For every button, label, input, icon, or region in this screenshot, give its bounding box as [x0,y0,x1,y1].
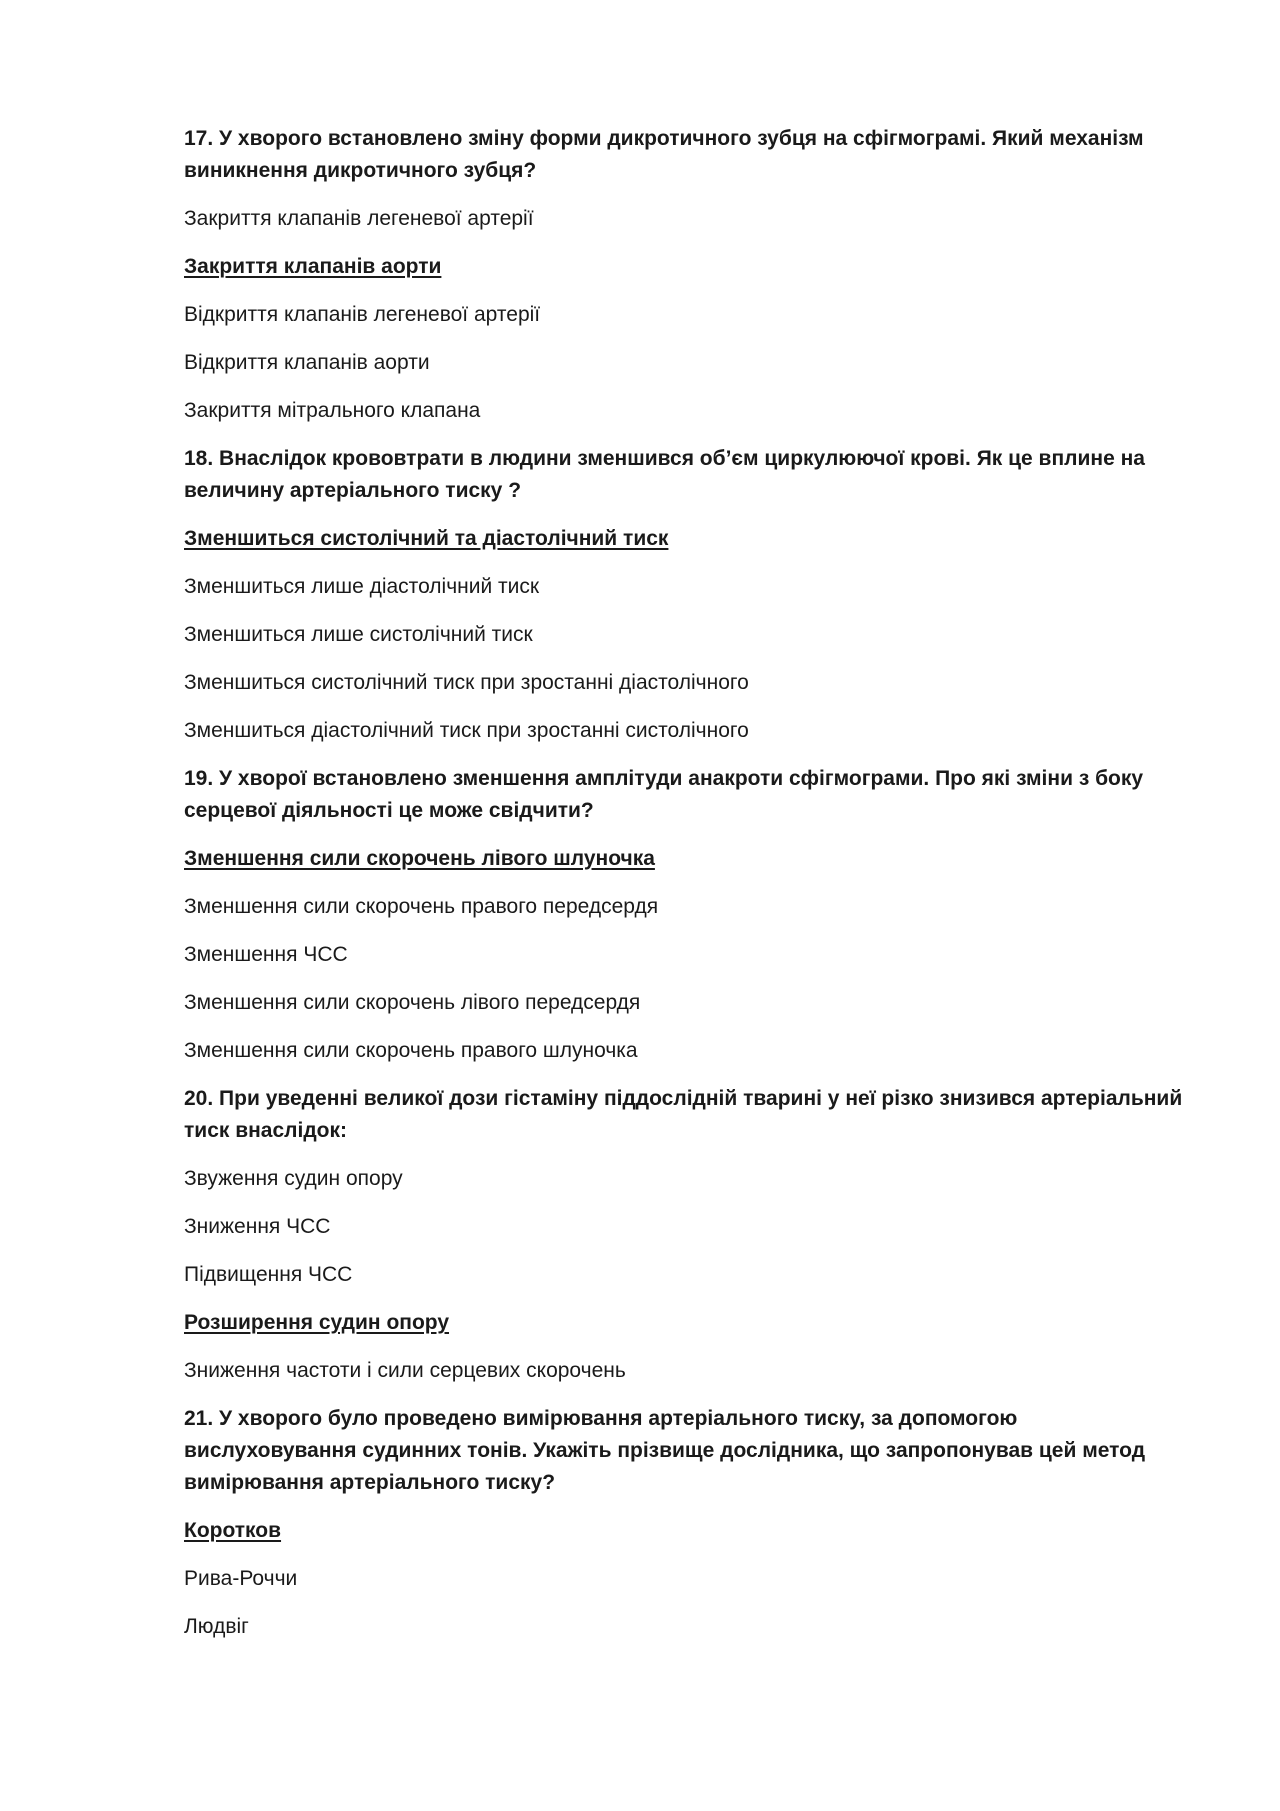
answer-option: Підвищення ЧСС [184,1263,353,1286]
correct-answer-option: Зменшиться систолічний та діастолічний тиск [184,527,669,550]
answer-option: Зменшення сили скорочень правого передсердя [184,895,659,918]
correct-answer-option: Зменшення сили скорочень лівого шлуночка [184,847,655,870]
question-text: 19. У хворої встановлено зменшення амплітуди анакроти сфігмограми. Про які зміни з боку серцевої діяльності це може свідчити? [184,767,1144,822]
question-20 [184,1083,1184,1387]
answer-option: Закриття мітрального клапана [184,399,481,422]
answer-option: Зменшення сили скорочень лівого передсердя [184,991,641,1014]
answer-option: Відкриття клапанів легеневої артерії [184,303,541,326]
answer-option: Зменшиться лише систолічний тиск [184,623,533,646]
question-text: 20. При уведенні великої дози гістаміну піддослідній тварині у неї різко знизився артеріальний тиск внаслідок: [184,1087,1183,1142]
document-page [184,123,1184,1659]
answer-option: Зниження частоти і сили серцевих скорочень [184,1359,626,1382]
correct-answer-option: Закриття клапанів аорти [184,255,442,278]
answer-option: Звуження судин опору [184,1167,403,1190]
answer-option: Зменшиться діастолічний тиск при зростанні систолічного [184,719,749,742]
answer-option: Зменшиться лише діастолічний тиск [184,575,540,598]
answer-option: Відкриття клапанів аорти [184,351,430,374]
answer-option: Зменшиться систолічний тиск при зростанні діастолічного [184,671,749,694]
answer-option: Зменшення ЧСС [184,943,348,966]
answer-option: Зниження ЧСС [184,1215,331,1238]
question-17 [184,123,1184,427]
answer-option: Людвіг [184,1615,249,1638]
question-18 [184,443,1184,747]
question-19 [184,763,1184,1067]
correct-answer-option: Коротков [184,1519,282,1542]
question-21 [184,1403,1184,1643]
answer-option: Закриття клапанів легеневої артерії [184,207,534,230]
correct-answer-option: Розширення судин опору [184,1311,450,1334]
answer-option: Зменшення сили скорочень правого шлуночка [184,1039,638,1062]
question-text: 18. Внаслідок крововтрати в людини зменшився об’єм циркулюючої крові. Як це вплине на величину артеріального тиску ? [184,447,1145,502]
question-text: 17. У хворого встановлено зміну форми дикротичного зубця на сфігмограмі. Який механізм виникнення дикротичного зубця? [184,127,1144,182]
answer-option: Рива-Роччи [184,1567,298,1590]
question-text: 21. У хворого було проведено вимірювання артеріального тиску, за допомогою вислуховування судинних тонів. Укажіть прізвище дослідника, що запропонував цей метод вимірювання артеріального тиску? [184,1407,1146,1494]
